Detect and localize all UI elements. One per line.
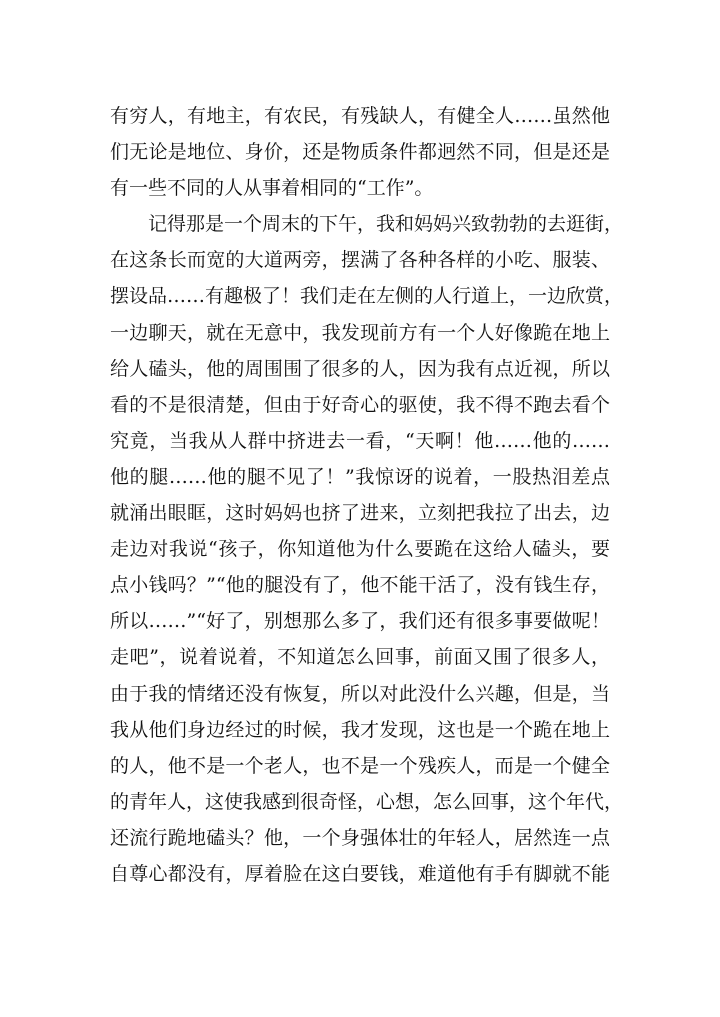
text-line: 就涌出眼眶，这时妈妈也挤了进来，立刻把我拉了出去，边	[110, 502, 610, 525]
text-line: 由于我的情绪还没有恢复，所以对此没什么兴趣，但是，当	[110, 682, 610, 705]
text-line: 走吧”，说着说着，不知道怎么回事，前面又围了很多人，	[110, 646, 610, 669]
text-line: 还流行跪地磕头？他，一个身强体壮的年轻人，居然连一点	[110, 826, 610, 849]
text-line: 有一些不同的人从事着相同的“工作”。	[110, 177, 434, 200]
text-line: 究竟，当我从人群中挤进去一看，“天啊！他……他的……	[110, 429, 610, 452]
text-line: 给人磕头，他的周围围了很多的人，因为我有点近视，所以	[110, 357, 610, 380]
text-line: 的青年人，这使我感到很奇怪，心想，怎么回事，这个年代，	[110, 790, 624, 813]
body-text	[110, 98, 624, 892]
text-line: 的人，他不是一个老人，也不是一个残疾人，而是一个健全	[110, 754, 610, 777]
text-line: 在这条长而宽的大道两旁，摆满了各种各样的小吃、服装、	[110, 249, 610, 272]
text-line: 我从他们身边经过的时候，我才发现，这也是一个跪在地上	[110, 718, 610, 741]
text-line: 一边聊天，就在无意中，我发现前方有一个人好像跪在地上	[110, 321, 610, 344]
text-line: 他的腿……他的腿不见了！”我惊讶的说着，一股热泪差点	[110, 465, 610, 488]
text-line: 点小钱吗？”“他的腿没有了，他不能干活了，没有钱生存，	[110, 574, 610, 597]
text-line: 所以……”“好了，别想那么多了，我们还有很多事要做呢！	[110, 610, 610, 633]
text-line: 们无论是地位、身价，还是物质条件都迥然不同，但是还是	[110, 141, 610, 164]
text-line: 走边对我说“孩子，你知道他为什么要跪在这给人磕头，要	[110, 538, 610, 561]
text-line: 看的不是很清楚，但由于好奇心的驱使，我不得不跑去看个	[110, 393, 610, 416]
text-line: 自尊心都没有，厚着脸在这白要钱，难道他有手有脚就不能	[110, 862, 610, 885]
paragraph-first-line: 记得那是一个周末的下午，我和妈妈兴致勃勃的去逛街，	[148, 213, 624, 236]
text-line: 摆设品……有趣极了！我们走在左侧的人行道上，一边欣赏，	[110, 285, 624, 308]
text-line: 有穷人，有地主，有农民，有残缺人，有健全人……虽然他	[110, 105, 610, 127]
